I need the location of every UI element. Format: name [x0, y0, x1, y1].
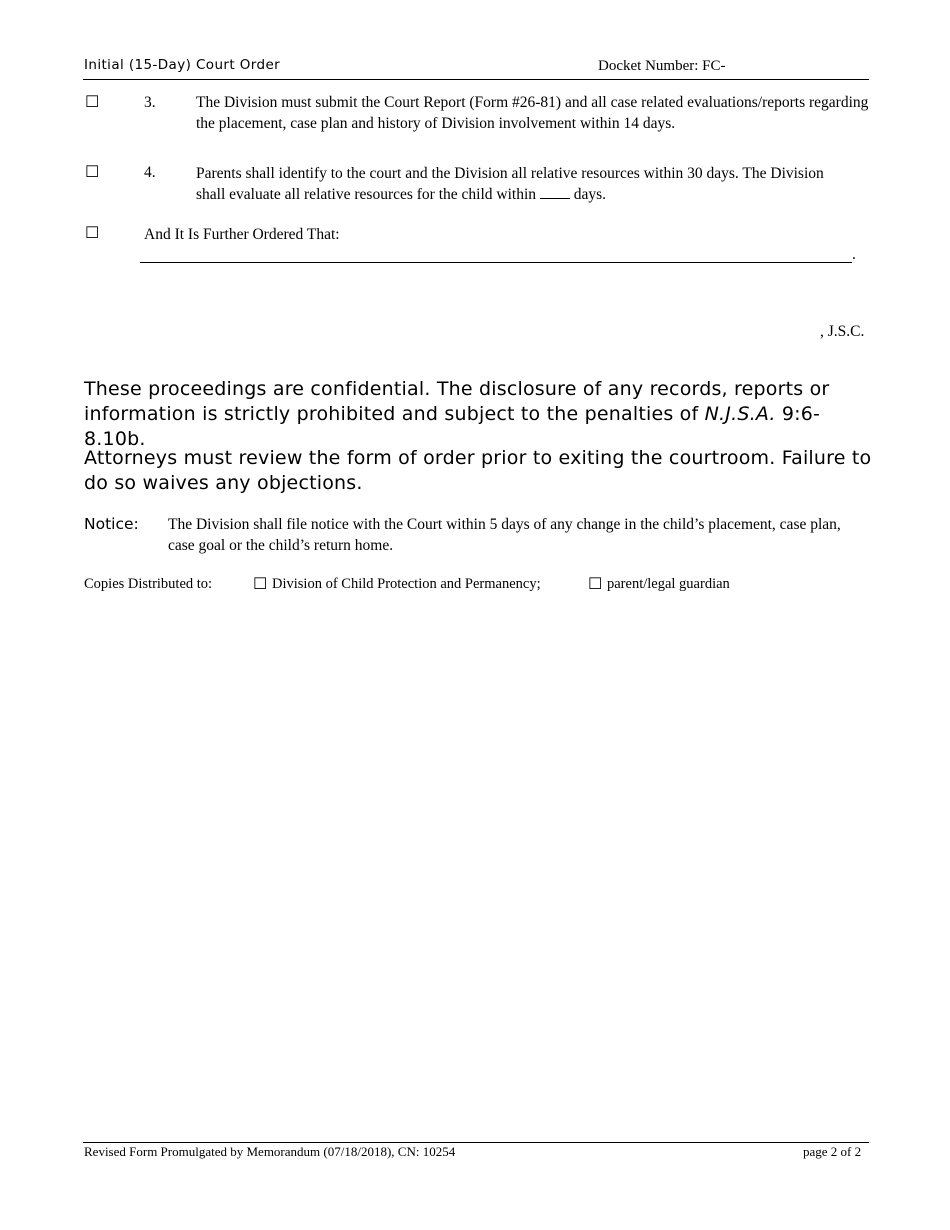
further-order-checkbox[interactable]: ☐ [85, 225, 100, 242]
copy-dcpp-checkbox[interactable]: ☐ [253, 576, 268, 593]
item-3-checkbox[interactable]: ☐ [85, 94, 100, 111]
judge-signature-suffix: , J.S.C. [820, 323, 865, 340]
footer-revision-note: Revised Form Promulgated by Memorandum (07/18/2018), CN: 10254 [84, 1144, 456, 1159]
copy-dcpp-label: Division of Child Protection and Permanency; [272, 576, 541, 592]
form-title: Initial (15-Day) Court Order [84, 57, 281, 73]
attorney-review-notice: Attorneys must review the form of order prior to exiting the courtroom. Failure to do so waives any objections. [84, 447, 872, 494]
header-divider [83, 79, 869, 80]
further-order-period: . [852, 246, 856, 263]
copies-distributed-label: Copies Distributed to: [84, 576, 213, 592]
item-4-checkbox[interactable]: ☐ [85, 164, 100, 181]
statute-section: 9:6-8.10b. [84, 403, 821, 450]
item-4-text [196, 164, 856, 205]
confidentiality-text: These proceedings are confidential. The disclosure of any records, reports or information is strictly prohibited and subject to the penalties of [84, 378, 830, 425]
item-4-text-main: Parents shall identify to the court and the Division all relative resources within 30 days. The Division shall evaluate all relative resources for the child within [196, 165, 824, 203]
notice-text: The Division shall file notice with the Court within 5 days of any change in the child’s placement, case plan, case goal or the child’s return home. [168, 516, 841, 554]
item-4-number: 4. [144, 164, 156, 181]
footer-divider [83, 1142, 869, 1143]
copy-parent-checkbox[interactable]: ☐ [588, 576, 603, 593]
docket-number-label: Docket Number: FC- [598, 58, 726, 74]
days-blank-field[interactable] [540, 185, 570, 199]
item-4-text-end: days. [569, 185, 607, 203]
further-order-label: And It Is Further Ordered That: [144, 226, 340, 243]
item-3-text: The Division must submit the Court Report (Form #26-81) and all case related evaluations/reports regarding the placement, case plan and history of Division involvement within 14 days. [196, 94, 869, 132]
statute-citation: N.J.S.A. [704, 403, 776, 425]
page-number: page 2 of 2 [803, 1144, 862, 1159]
confidentiality-notice [84, 377, 874, 452]
further-order-line[interactable] [140, 262, 852, 263]
copy-parent-label: parent/legal guardian [607, 576, 730, 592]
notice-label: Notice: [84, 515, 139, 533]
item-3-number: 3. [144, 94, 156, 111]
